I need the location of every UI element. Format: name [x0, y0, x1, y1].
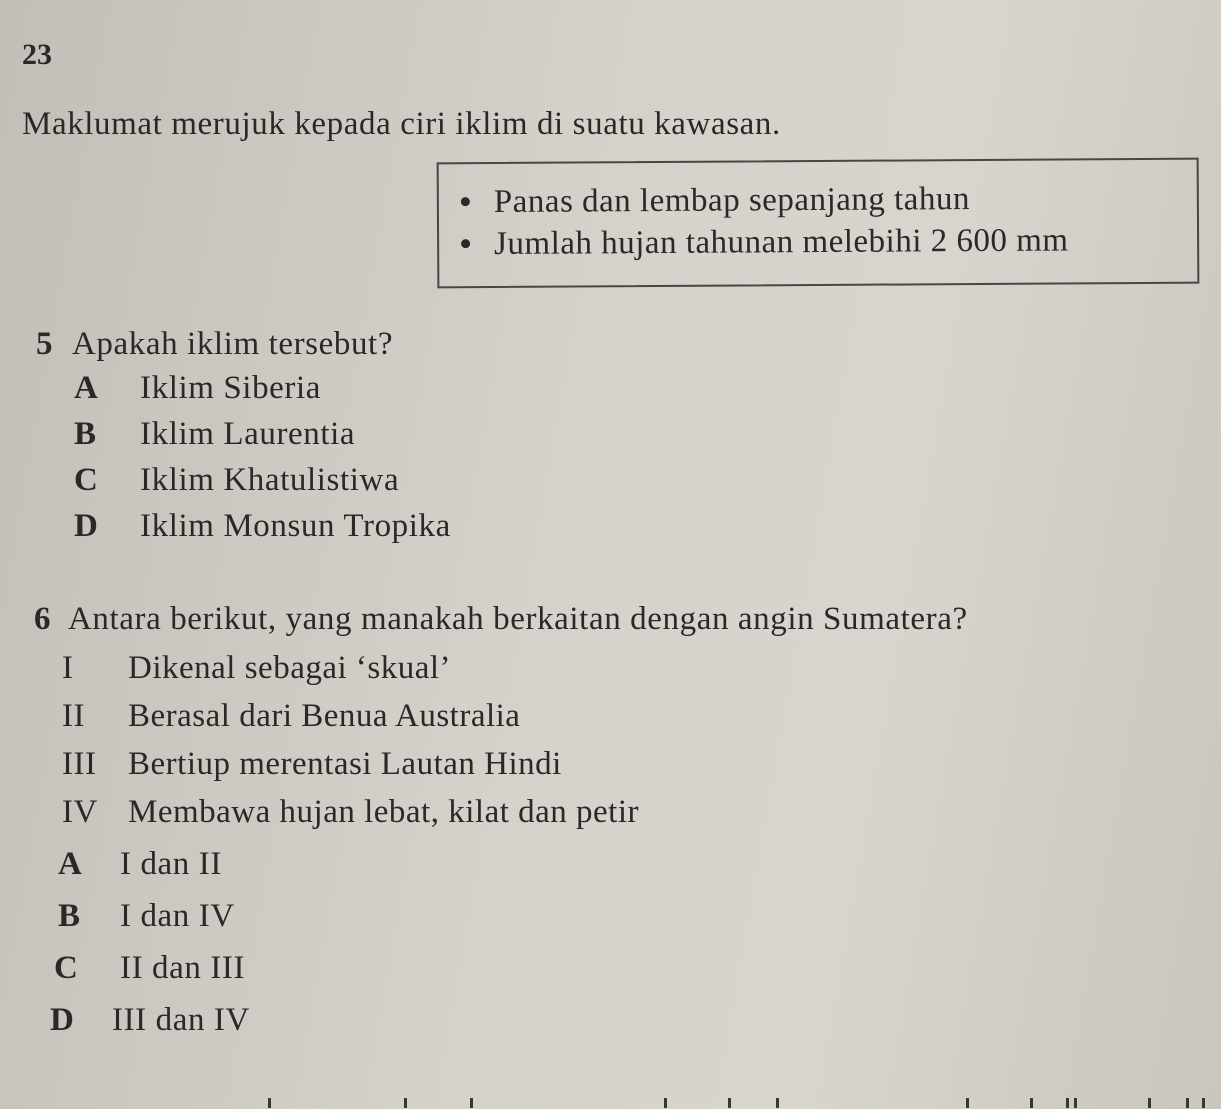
- question-6-option-c[interactable]: [54, 950, 245, 987]
- question-5-option-b[interactable]: [74, 416, 355, 453]
- option-text: I dan II: [120, 846, 222, 882]
- option-text: Iklim Siberia: [140, 370, 322, 406]
- info-item: [461, 222, 1069, 263]
- info-item: [461, 181, 970, 221]
- option-text: Iklim Khatulistiwa: [140, 462, 400, 498]
- cut-off-next-line: [0, 1096, 1221, 1109]
- question-6-statement-3: [62, 746, 562, 783]
- option-text: Iklim Monsun Tropika: [140, 508, 451, 544]
- statement-numeral: IV: [62, 794, 98, 830]
- bullet-icon: [461, 197, 470, 206]
- question-text: Apakah iklim tersebut?: [71, 326, 394, 362]
- option-letter: B: [58, 898, 81, 934]
- intro-text: Maklumat merujuk kepada ciri iklim di suatu kawasan.: [22, 106, 781, 142]
- question-5-option-c[interactable]: [74, 462, 399, 499]
- statement-text: Berasal dari Benua Australia: [128, 698, 521, 734]
- statement-numeral: III: [62, 746, 97, 782]
- statement-text: Membawa hujan lebat, kilat dan petir: [128, 794, 640, 830]
- question-6-option-b[interactable]: [58, 898, 235, 935]
- question-6-statement-1: [62, 650, 451, 687]
- question-5-stem: [36, 326, 393, 363]
- info-item-text: Panas dan lembap sepanjang tahun: [493, 181, 971, 220]
- option-text: I dan IV: [120, 898, 235, 934]
- question-number: 6: [34, 601, 52, 637]
- statement-text: Dikenal sebagai ‘skual’: [128, 650, 452, 686]
- statement-text: Bertiup merentasi Lautan Hindi: [128, 746, 562, 782]
- option-letter: C: [54, 950, 79, 986]
- option-letter: A: [58, 846, 83, 882]
- option-letter: A: [74, 370, 99, 406]
- question-text: Antara berikut, yang manakah berkaitan dengan angin Sumatera?: [67, 601, 968, 637]
- info-item-text: Jumlah hujan tahunan melebihi 2 600 mm: [494, 222, 1069, 262]
- question-6-statement-2: [62, 698, 520, 735]
- question-5-option-d[interactable]: [74, 508, 451, 545]
- bullet-icon: [461, 239, 470, 248]
- question-6-option-a[interactable]: [58, 846, 222, 883]
- option-letter: B: [74, 416, 97, 452]
- option-letter: D: [74, 508, 99, 544]
- page-number: 23: [22, 38, 52, 71]
- option-text: II dan III: [120, 950, 246, 986]
- question-6-stem: [34, 601, 968, 638]
- option-letter: C: [74, 462, 99, 498]
- statement-numeral: II: [62, 698, 85, 734]
- question-number: 5: [36, 326, 54, 362]
- question-6-option-d[interactable]: [50, 1002, 250, 1039]
- info-box: [437, 158, 1200, 289]
- option-text: III dan IV: [112, 1002, 250, 1038]
- statement-numeral: I: [62, 650, 74, 686]
- option-letter: D: [50, 1002, 75, 1038]
- question-6-statement-4: [62, 794, 639, 831]
- option-text: Iklim Laurentia: [140, 416, 356, 452]
- question-5-option-a[interactable]: [74, 370, 321, 407]
